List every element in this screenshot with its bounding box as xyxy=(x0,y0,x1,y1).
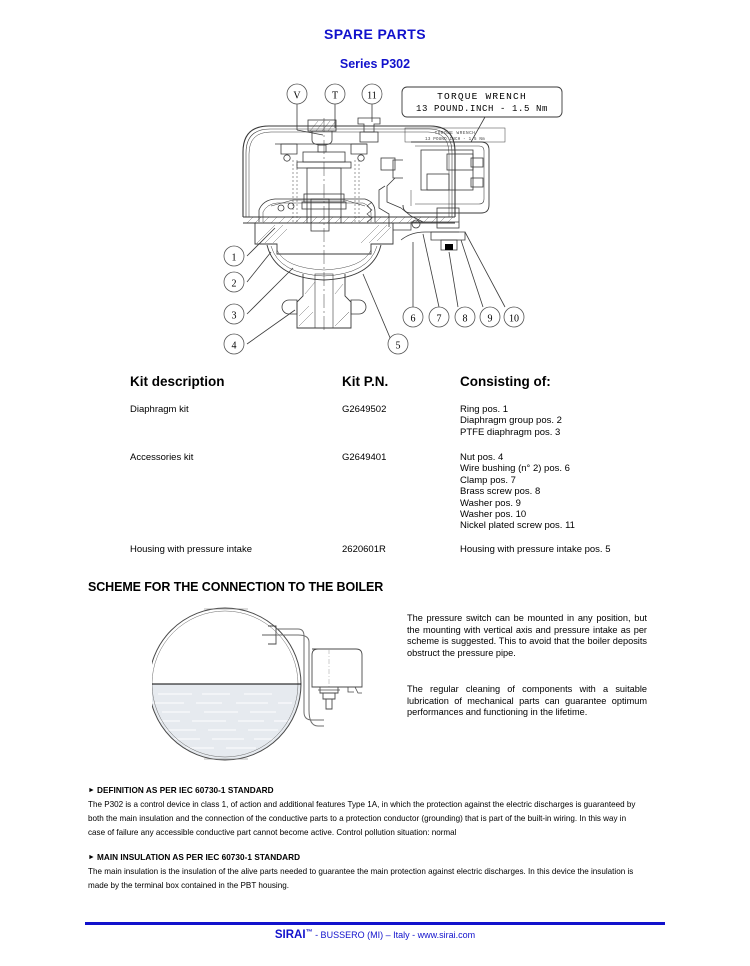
list-item: Ring pos. 1 xyxy=(460,404,509,415)
list-item: Housing with pressure intake pos. 5 xyxy=(460,544,611,555)
scheme-section-title: SCHEME FOR THE CONNECTION TO THE BOILER xyxy=(88,580,384,594)
triangle-bullet-icon: ► xyxy=(88,854,95,861)
triangle-bullet-icon: ► xyxy=(88,787,95,794)
svg-text:3: 3 xyxy=(231,310,237,322)
kit-header-consisting-of: Consisting of: xyxy=(460,374,551,389)
standard-section-definition xyxy=(88,786,636,840)
table-row xyxy=(130,544,730,564)
list-item: Brass screw pos. 8 xyxy=(460,486,541,498)
kit-contents xyxy=(460,452,575,532)
svg-text:5: 5 xyxy=(395,340,401,352)
list-item: Washer pos. 10 xyxy=(460,509,527,521)
boiler-connection-scheme-drawing xyxy=(152,604,402,764)
callout-5 xyxy=(388,334,408,354)
kit-part-number: 2620601R xyxy=(342,544,386,555)
trademark-symbol: ™ xyxy=(305,929,313,936)
callout-group-top xyxy=(287,84,382,104)
standard-section-main-insulation xyxy=(88,853,636,893)
spare-parts-kit-table xyxy=(130,374,730,564)
svg-text:4: 4 xyxy=(231,340,237,352)
kit-header-part-number: Kit P.N. xyxy=(342,374,389,389)
standard-heading xyxy=(88,786,636,795)
list-item: Nickel plated screw pos. 11 xyxy=(460,520,575,532)
list-item: Wire bushing (n° 2) pos. 6 xyxy=(460,463,570,475)
svg-text:T: T xyxy=(331,90,339,102)
kit-description: Accessories kit xyxy=(130,452,194,463)
kit-part-number: G2649502 xyxy=(342,404,387,415)
svg-text:V: V xyxy=(293,90,301,102)
kit-description: Diaphragm kit xyxy=(130,404,189,415)
pressure-switch-section-drawing xyxy=(215,82,565,367)
svg-text:7: 7 xyxy=(436,313,442,325)
svg-text:9: 9 xyxy=(487,313,493,325)
footer xyxy=(0,929,750,941)
callout-group-left xyxy=(224,246,244,354)
scheme-note-mounting: The pressure switch can be mounted in any position, but the mounting with vertical axis and pressure intake as per scheme is suggested. This to avoid that the boiler deposits obstruct the pressure pipe. xyxy=(407,613,647,658)
callout-group-right xyxy=(403,307,524,327)
svg-text:2: 2 xyxy=(231,278,237,290)
page-title: SPARE PARTS xyxy=(324,26,426,42)
scheme-note-maintenance: The regular cleaning of components with a suitable lubrication of mechanical parts can guarantee optimum performances and functioning in the lifetime. xyxy=(407,684,647,718)
svg-text:6: 6 xyxy=(410,313,416,325)
page-subtitle: Series P302 xyxy=(339,57,411,71)
kit-description: Housing with pressure intake xyxy=(130,544,252,555)
kit-contents xyxy=(460,404,562,438)
svg-text:1: 1 xyxy=(231,252,237,264)
kit-table-header-row xyxy=(130,374,730,404)
list-item: Nut pos. 4 xyxy=(460,452,504,463)
torque-callout-line1: TORQUE WRENCH xyxy=(437,91,527,102)
footer-address: - BUSSERO (MI) – Italy - www.sirai.com xyxy=(312,930,476,940)
standard-body: The P302 is a control device in class 1, of action and additional features Type 1A, in which the protection against the electric discharges is guaranteed by both the main insulation and the connection of the conductive parts to a protection conductor (grounding) that is part of the built-in wiring. In this way in case of failure any accessible conductive part cannot become active. Control pollution situation: normal xyxy=(88,799,636,837)
standard-body: The main insulation is the insulation of the alive parts needed to guarantee the main protection against electric discharges. In this device the insulation is made by the terminal box contained in the PBT housing. xyxy=(88,866,634,890)
kit-header-description: Kit description xyxy=(130,374,225,389)
svg-text:11: 11 xyxy=(367,90,377,102)
kit-contents xyxy=(460,544,611,555)
table-row xyxy=(130,404,730,452)
list-item: Washer pos. 9 xyxy=(460,497,521,509)
torque-callout-line2: 13 POUND.INCH - 1.5 Nm xyxy=(415,104,549,114)
standard-heading xyxy=(88,853,636,862)
list-item: Diaphragm group pos. 2 xyxy=(460,415,562,427)
footer-divider xyxy=(85,922,665,925)
brand-name: SIRAI xyxy=(274,929,306,941)
standard-heading-text: DEFINITION AS PER IEC 60730-1 STANDARD xyxy=(96,786,274,795)
svg-text:8: 8 xyxy=(462,313,468,325)
svg-text:10: 10 xyxy=(509,313,519,325)
inner-label-line2: 13 POUND.INCH - 1.5 Nm xyxy=(425,138,485,142)
table-row xyxy=(130,452,730,544)
list-item: Clamp pos. 7 xyxy=(460,474,516,486)
inner-label-line1: TORQUE WRENCH xyxy=(434,131,476,136)
standard-heading-text: MAIN INSULATION AS PER IEC 60730-1 STANDARD xyxy=(96,853,301,862)
kit-part-number: G2649401 xyxy=(342,452,387,463)
list-item: PTFE diaphragm pos. 3 xyxy=(460,426,561,438)
